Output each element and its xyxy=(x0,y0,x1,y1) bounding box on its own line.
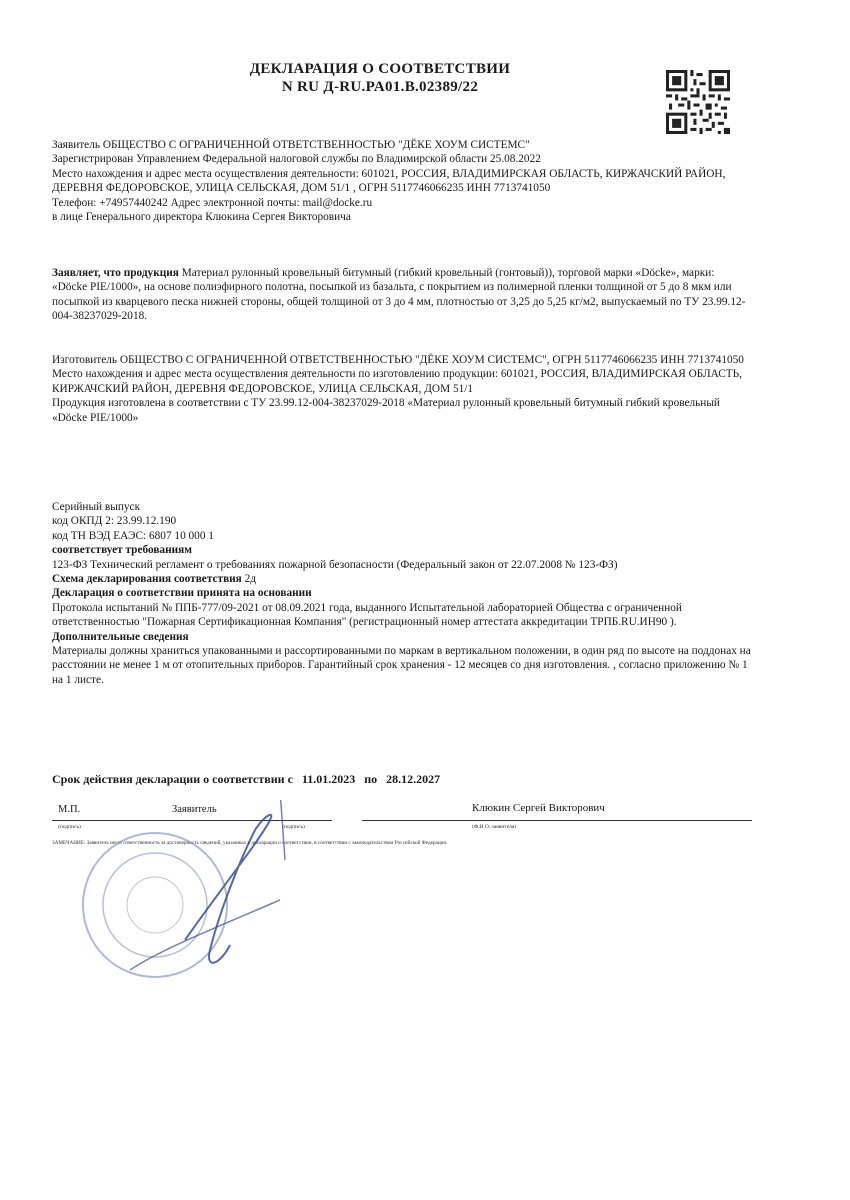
validity-to-label: по xyxy=(364,772,378,786)
scheme-label: Схема декларирования соответствия xyxy=(52,573,242,586)
validity-label: Срок действия декларации о соответствии с xyxy=(52,772,293,786)
applicant-representative: в лице Генерального директора Клюкина Сергея Викторовича xyxy=(52,211,351,224)
applicant-address: Место нахождения и адрес места осуществления деятельности: 601021, РОССИЯ, ВЛАДИМИРСКАЯ ОБЛАСТЬ, КИРЖАЧСКИЙ РАЙОН, ДЕРЕВНЯ ФЕДОРОВСКОЕ, УЛИЦА СЕЛЬСКАЯ, ДОМ 51/1 , ОГРН 5117746066235 ИНН 7713741050 xyxy=(52,167,726,195)
scheme-value: 2д xyxy=(244,573,257,586)
document-title xyxy=(150,60,610,96)
signer-name: Клюкин Сергей Викторович xyxy=(472,802,605,814)
manufacturer-address: Место нахождения и адрес места осуществления деятельности по изготовлению продукции: 601021, РОССИЯ, ВЛАДИМИРСКАЯ ОБЛАСТЬ, КИРЖАЧСКИЙ РАЙОН, ДЕРЕВНЯ ФЕДОРОВСКОЕ, УЛИЦА СЕЛЬСКАЯ, ДОМ 51/1 xyxy=(52,368,742,395)
applicant-label: Заявитель xyxy=(172,804,217,815)
tnved-code: код ТН ВЭД ЕАЭС: 6807 10 000 1 xyxy=(52,529,214,542)
product-description: Материал рулонный кровельный битумный (гибкий кровельный (гонтовый)), торговой марки «Döcke», марки: «Döcke PIE/1000», на основе полиэфирного полотна, посыпкой из базальта, с покрытием из полимерной пленки толщиной от 5 до 8 мкм или посыпкой из кварцевого песка нижней стороны, общей толщиной от 3 до 4 мм, плотностью от 3,25 до 5,25 кг/м2, выпускаемый по ТУ 23.99.12-004-38237029-2018. xyxy=(52,267,746,323)
basis-text: Протокола испытаний № ППБ-777/09-2021 от 08.09.2021 года, выданного Испытательной лабораторией Общества с ограниченной ответственностью "Пожарная Сертификационная Компания" (регистрационный номер аттестата аккредитации ТРПБ.RU.ИН90 ). xyxy=(52,601,682,629)
caption-mid: (подпись) xyxy=(282,824,305,830)
basis-heading: Декларация о соответствии принята на основании xyxy=(52,587,312,600)
declares-lead: Заявляет, что продукция xyxy=(52,267,179,279)
validity-line xyxy=(52,772,446,787)
serial-release: Серийный выпуск xyxy=(52,501,141,513)
validity-from: 11.01.2023 xyxy=(301,772,356,786)
okpd-code: код ОКПД 2: 23.99.12.190 xyxy=(52,515,177,528)
serial-section xyxy=(52,500,752,687)
manufacturer-spec: Продукция изготовлена в соответствии с ТУ 23.99.12-004-38237029-2018 «Материал рулонный кровельный битумный гибкий кровельный «Döcke PIE/1000» xyxy=(52,397,720,424)
caption-right: (Ф.И.О. заявителя) xyxy=(472,824,517,830)
declaration-number: N RU Д-RU.PA01.B.02389/22 xyxy=(281,79,479,95)
caption-left: (подпись) xyxy=(58,824,81,830)
title-heading: ДЕКЛАРАЦИЯ О СООТВЕТСТВИИ xyxy=(249,61,511,77)
stamp-mark-label: М.П. xyxy=(58,804,81,815)
validity-to: 28.12.2027 xyxy=(386,772,441,786)
requirements-text: 123-ФЗ Технический регламент о требованиях пожарной безопасности (Федеральный закон от 22.07.2008 № 123-ФЗ) xyxy=(52,558,618,571)
additional-text: Материалы должны храниться упакованными и рассортированными по маркам в вертикальном положении, в один ряд по высоте на поддонах на расстоянии не менее 1 м от отопительных приборов. Гарантийный срок хранения - 12 месяцев со дня изготовления. , согласно приложению № 1 на 1 листе. xyxy=(52,645,751,686)
qr-code-icon xyxy=(666,70,730,134)
stamp-and-signature-icon xyxy=(70,800,320,1000)
applicant-contacts: Телефон: +74957440242 Адрес электронной почты: mail@docke.ru xyxy=(52,196,373,209)
product-section xyxy=(52,266,752,324)
requirements-heading: соответствует требованиям xyxy=(52,544,192,557)
applicant-registration: Зарегистрирован Управлением Федеральной налоговой службы по Владимирской области 25.08.2022 xyxy=(52,153,541,166)
footnote: ЗАМЕЧАНИЕ: Заявитель несет ответственность за достоверность сведений, указанных в декларации о соответствии, в соответствии с законодательством Российской Федерации. xyxy=(52,840,448,846)
manufacturer-name: Изготовитель ОБЩЕСТВО С ОГРАНИЧЕННОЙ ОТВЕТСТВЕННОСТЬЮ "ДЁКЕ ХОУМ СИСТЕМС", ОГРН 5117746066235 ИНН 7713741050 xyxy=(52,354,744,366)
additional-heading: Дополнительные сведения xyxy=(52,630,189,643)
applicant-name: Заявитель ОБЩЕСТВО С ОГРАНИЧЕННОЙ ОТВЕТСТВЕННОСТЬЮ "ДЁКЕ ХОУМ СИСТЕМС" xyxy=(52,139,530,151)
name-line xyxy=(362,820,752,821)
applicant-section xyxy=(52,138,752,224)
manufacturer-section xyxy=(52,353,752,425)
